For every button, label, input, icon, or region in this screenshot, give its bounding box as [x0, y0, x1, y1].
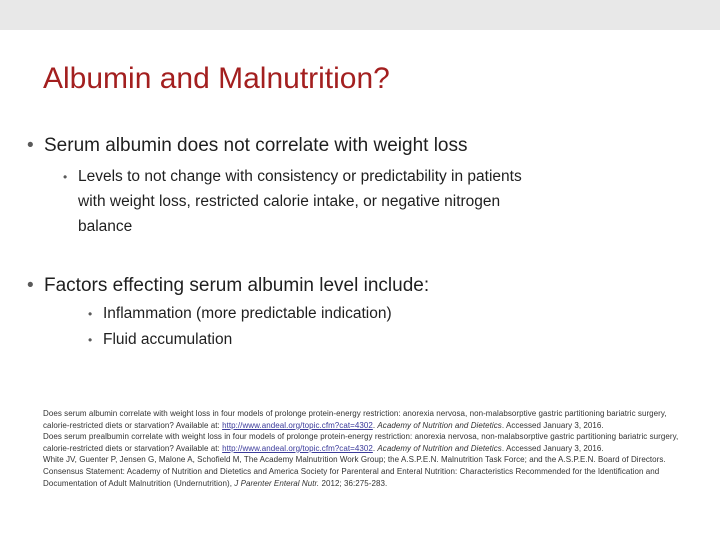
- bullet-text: Serum albumin does not correlate with weight loss: [44, 135, 468, 156]
- bullet-marker: •: [88, 333, 93, 347]
- sub-bullet-line-2: with weight loss, restricted calorie intake, or negative nitrogen: [78, 193, 501, 210]
- reference-text: .: [372, 443, 378, 453]
- reference-text: Does serum prealbumin correlate with weight loss in four models of prolonge protein-energy restriction: anorexia nervosa, non-malabsorptive gastric partitioning bariatric surgery, calorie-restricted diets or starvation? Available at:: [43, 432, 679, 453]
- sub-bullet-text: Inflammation (more predictable indication): [103, 305, 392, 322]
- reference-text: . Accessed January 3, 2016.: [501, 420, 604, 430]
- sub-bullet-line-3: balance: [78, 218, 133, 235]
- bullet-marker: •: [27, 135, 34, 156]
- reference-text: Does serum albumin correlate with weight loss in four models of prolonge protein-energy restriction: anorexia nervosa, non-malabsorptive gastric partitioning bariatric surgery, calorie-restricted diets or starvation? Available at:: [43, 409, 667, 430]
- top-band: [0, 0, 720, 30]
- reference-1: [43, 408, 683, 431]
- bullet-marker: •: [88, 307, 93, 321]
- bullet-marker: •: [27, 275, 34, 296]
- reference-text: White JV, Guenter P, Jensen G, Malone A, Schofield M, The Academy Malnutrition Work Group; the A.S.P.E.N. Malnutrition Task Force; and the A.S.P.E.N. Board of Directors. Consensus Statement: Academy of Nutrition and Dietetics and America Society for Parenteral and Enteral Nutrition: Characteristics Recommended for the Identification and Documentation of Adult Malnutrition (Undernutrition),: [43, 455, 666, 488]
- sub-bullet-text: Fluid accumulation: [103, 331, 233, 348]
- reference-link[interactable]: http://www.andeal.org/topic.cfm?cat=4302: [222, 443, 373, 453]
- reference-journal: J Parenter Enteral Nutr.: [234, 478, 320, 488]
- references: [43, 408, 683, 489]
- bullet-marker: •: [63, 170, 68, 184]
- reference-journal: Academy of Nutrition and Dietetics: [377, 420, 502, 430]
- reference-2: [43, 431, 683, 454]
- reference-text: 2012; 36:275-283.: [319, 478, 388, 488]
- reference-text: . Accessed January 3, 2016.: [501, 443, 604, 453]
- reference-journal: Academy of Nutrition and Dietetics: [377, 443, 502, 453]
- slide-title: Albumin and Malnutrition?: [43, 62, 390, 95]
- reference-3: [43, 454, 683, 489]
- reference-link[interactable]: http://www.andeal.org/topic.cfm?cat=4302: [222, 420, 373, 430]
- sub-bullet-line-1: Levels to not change with consistency or predictability in patients: [78, 168, 522, 185]
- reference-text: .: [372, 420, 378, 430]
- bullet-text: Factors effecting serum albumin level include:: [44, 275, 430, 296]
